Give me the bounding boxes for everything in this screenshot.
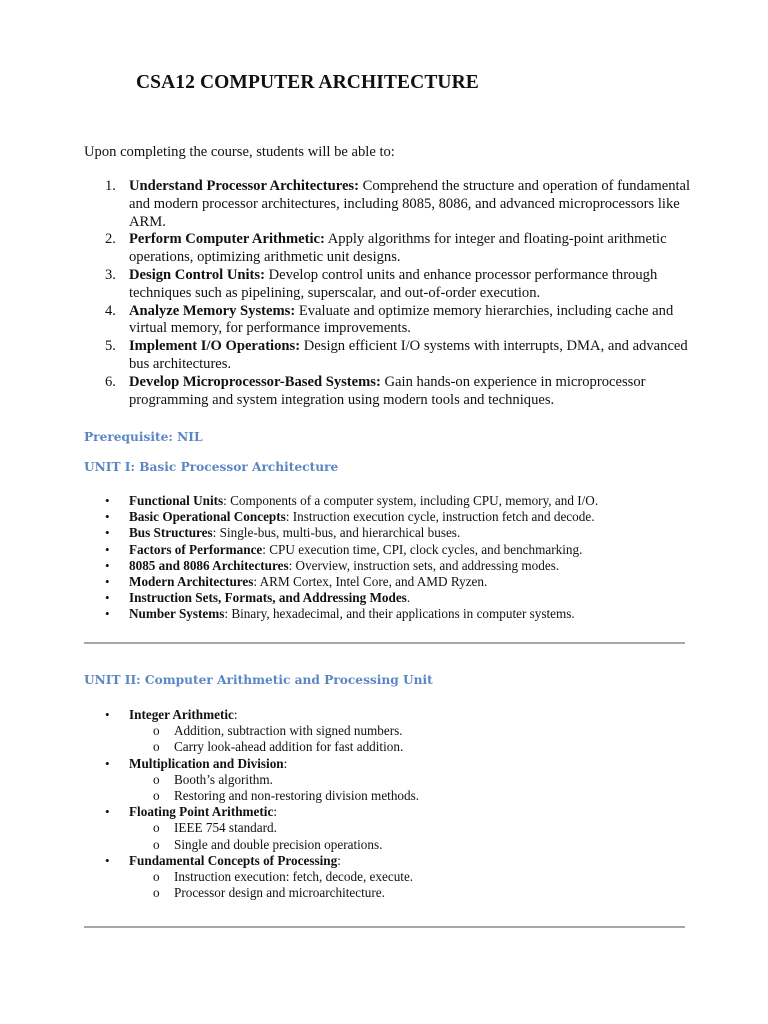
subtopic-text: Addition, subtraction with signed numbers. <box>174 723 403 739</box>
sub-bullet-icon: o <box>153 820 160 836</box>
bullet-icon: • <box>105 557 110 573</box>
topic-text: : <box>273 804 277 820</box>
outcome-separator: : <box>290 302 296 319</box>
subtopic-text: Single and double precision operations. <box>174 836 383 852</box>
unit-1-heading: UNIT I: Basic Processor Architecture <box>84 460 339 474</box>
topic-term: Modern Architectures <box>129 574 254 590</box>
subtopic-item <box>129 885 704 901</box>
outcome-text: Evaluate and optimize memory hierarchies, including cache and virtual memory, for performance improvements. <box>129 302 674 337</box>
subtopic-item <box>129 723 704 739</box>
unit-2-topic <box>84 756 704 805</box>
topic-text: : CPU execution time, CPI, clock cycles, and benchmarking. <box>262 541 583 557</box>
subtopic-text: Carry look-ahead addition for fast addition. <box>174 739 404 755</box>
topic-term: Integer Arithmetic <box>129 707 234 722</box>
topic-text: : <box>233 707 238 722</box>
bullet-icon: • <box>105 804 110 820</box>
page-title: CSA12 COMPUTER ARCHITECTURE <box>136 72 479 93</box>
unit-1-topic <box>84 558 704 574</box>
unit-1-topic <box>84 542 704 558</box>
subtopic-text: Restoring and non-restoring division methods. <box>174 788 420 804</box>
outcome-item <box>84 303 694 339</box>
section-divider <box>84 642 685 644</box>
outcome-number: 1. <box>105 178 116 194</box>
bullet-icon: • <box>105 606 110 622</box>
intro-text: Upon completing the course, students will be able to: <box>84 144 395 160</box>
bullet-icon: • <box>105 541 110 557</box>
bullet-icon: • <box>105 707 110 722</box>
sub-bullet-icon: o <box>153 885 160 901</box>
outcome-item <box>84 231 694 267</box>
subtopic-item <box>129 869 704 885</box>
subtopic-item <box>129 820 704 836</box>
outcome-text: Comprehend the structure and operation of fundamental and modern processor architectures, including 8085, 8086, and advanced microprocessors like ARM. <box>129 178 691 230</box>
subtopic-item <box>129 837 704 853</box>
topic-text: : ARM Cortex, Intel Core, and AMD Ryzen. <box>253 574 488 590</box>
subtopic-list <box>129 723 704 755</box>
outcome-number: 2. <box>105 231 116 248</box>
topic-text: : Instruction execution cycle, instruction fetch and decode. <box>285 509 595 525</box>
topic-term: Multiplication and Division <box>129 755 284 771</box>
outcome-term: Understand Processor Architectures <box>129 178 355 194</box>
outcome-separator: : <box>295 338 301 355</box>
unit-1-topic <box>84 606 704 622</box>
topic-term: Bus Structures <box>129 525 213 541</box>
unit-2-topic <box>84 707 704 756</box>
outcome-number: 6. <box>105 373 116 390</box>
unit-2-topic <box>84 853 704 902</box>
subtopic-list <box>129 772 704 804</box>
bullet-icon: • <box>105 509 110 525</box>
topic-text: . <box>406 590 411 606</box>
topic-term: Instruction Sets, Formats, and Addressing Modes <box>129 590 407 606</box>
subtopic-item <box>129 739 704 755</box>
subtopic-item <box>129 788 704 804</box>
topic-term: Basic Operational Concepts <box>129 509 286 525</box>
topic-term: Factors of Performance <box>129 541 263 557</box>
sub-bullet-icon: o <box>153 788 160 804</box>
outcome-item <box>84 338 694 374</box>
outcome-separator: : <box>375 373 381 390</box>
topic-text: : <box>337 852 341 868</box>
topic-text: : Components of a computer system, including CPU, memory, and I/O. <box>223 493 599 508</box>
outcome-term: Develop Microprocessor-Based Systems <box>129 373 376 390</box>
outcome-item <box>84 374 694 410</box>
outcome-term: Analyze Memory Systems <box>129 302 291 319</box>
unit-1-topic <box>84 525 704 541</box>
outcome-separator: : <box>320 231 325 248</box>
outcome-term: Design Control Units <box>129 266 261 283</box>
bullet-icon: • <box>105 590 110 606</box>
topic-term: Number Systems <box>129 606 225 622</box>
unit-1-topics-list <box>84 493 704 623</box>
topic-term: 8085 and 8086 Architectures <box>129 557 289 573</box>
unit-2-heading: UNIT II: Computer Arithmetic and Processing Unit <box>84 673 433 687</box>
prerequisite-heading: Prerequisite: NIL <box>84 430 203 444</box>
outcome-text: Develop control units and enhance processor performance through techniques such as pipelining, superscalar, and out-of-order execution. <box>129 266 658 301</box>
outcome-number: 3. <box>105 266 116 283</box>
subtopic-item <box>129 772 704 788</box>
sub-bullet-icon: o <box>153 723 160 739</box>
unit-1-topic <box>84 509 704 525</box>
subtopic-text: Booth’s algorithm. <box>174 771 273 787</box>
outcome-separator: : <box>354 178 359 194</box>
unit-1-topic <box>84 493 704 509</box>
bullet-icon: • <box>105 574 110 590</box>
bullet-icon: • <box>105 493 110 508</box>
outcome-term: Perform Computer Arithmetic <box>129 231 321 248</box>
topic-text: : Binary, hexadecimal, and their applications in computer systems. <box>224 606 575 622</box>
subtopic-list <box>129 869 704 901</box>
subtopic-list <box>129 820 704 852</box>
sub-bullet-icon: o <box>153 771 160 787</box>
subtopic-text: Instruction execution: fetch, decode, execute. <box>174 869 414 885</box>
topic-term: Functional Units <box>129 493 224 508</box>
subtopic-text: Processor design and microarchitecture. <box>174 885 385 901</box>
topic-text: : <box>283 755 288 771</box>
outcome-text: Design efficient I/O systems with interrupts, DMA, and advanced bus architectures. <box>129 338 688 372</box>
unit-2-topics-list <box>84 707 704 901</box>
course-outcomes-list <box>84 178 694 409</box>
unit-2-topic <box>84 804 704 853</box>
outcome-text: Gain hands-on experience in microprocessor programming and system integration using modern tools and techniques. <box>129 373 646 408</box>
section-divider <box>84 926 685 928</box>
topic-text: : Overview, instruction sets, and addressing modes. <box>288 557 560 573</box>
sub-bullet-icon: o <box>153 869 160 885</box>
outcome-number: 4. <box>105 302 116 319</box>
topic-text: : Single-bus, multi-bus, and hierarchical buses. <box>212 525 461 541</box>
outcome-item <box>84 267 694 303</box>
unit-1-topic <box>84 590 704 606</box>
outcome-separator: : <box>260 266 265 283</box>
outcome-item <box>84 178 694 231</box>
topic-term: Floating Point Arithmetic <box>129 804 274 820</box>
unit-1-topic <box>84 574 704 590</box>
topic-term: Fundamental Concepts of Processing <box>129 852 338 868</box>
bullet-icon: • <box>105 755 110 771</box>
outcome-number: 5. <box>105 338 116 355</box>
outcome-text: Apply algorithms for integer and floating-point arithmetic operations, optimizing arithmetic unit designs. <box>129 231 667 266</box>
subtopic-text: IEEE 754 standard. <box>174 820 277 836</box>
outcome-term: Implement I/O Operations <box>129 338 296 355</box>
sub-bullet-icon: o <box>153 739 160 755</box>
bullet-icon: • <box>105 852 110 868</box>
bullet-icon: • <box>105 525 110 541</box>
sub-bullet-icon: o <box>153 836 160 852</box>
